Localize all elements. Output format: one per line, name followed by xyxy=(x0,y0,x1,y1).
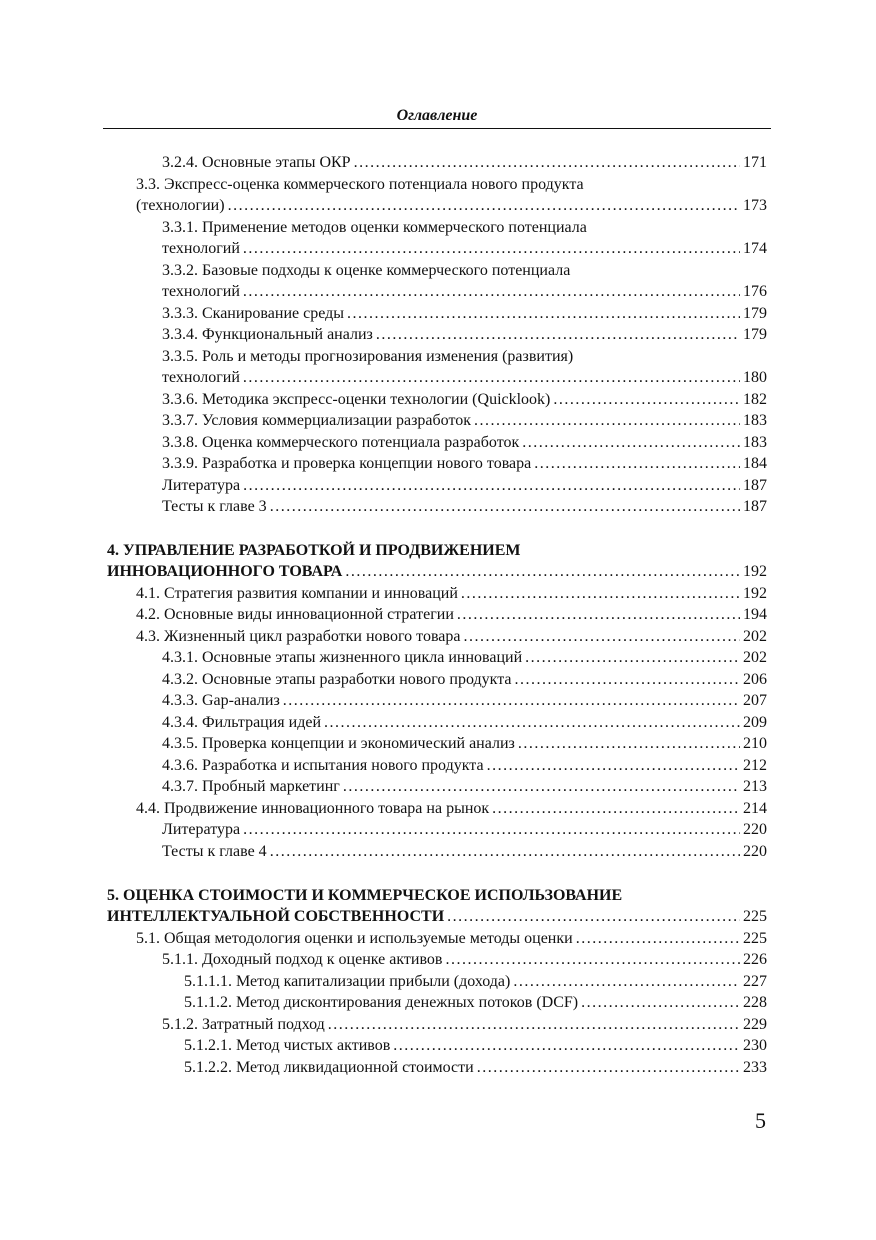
toc-entry-4-3-7[interactable]: 4.3.7. Пробный маркетинг ..... 213 xyxy=(162,776,767,798)
toc-entry-5-1-1[interactable]: 5.1.1. Доходный подход к оценке активов ..... 226 xyxy=(162,949,767,971)
toc-entry-3-3-9[interactable]: 3.3.9. Разработка и проверка концепции нового товара ..... 184 xyxy=(162,453,767,475)
toc-entry-4-2[interactable]: 4.2. Основные виды инновационной стратегии ..... 194 xyxy=(136,604,767,626)
toc-entry-4-3-6[interactable]: 4.3.6. Разработка и испытания нового продукта ..... 212 xyxy=(162,755,767,777)
header-title: Оглавление xyxy=(396,107,478,124)
toc-chapter-5-cont[interactable]: ИНТЕЛЛЕКТУАЛЬНОЙ СОБСТВЕННОСТИ ..... 225 xyxy=(107,906,767,928)
leader-dots xyxy=(445,949,740,971)
toc-entry-3-3-2[interactable]: 3.3.2. Базовые подходы к оценке коммерческого потенциала xyxy=(162,262,571,279)
toc-entry-3-3-cont[interactable]: (технологии) ..... 173 xyxy=(136,195,767,217)
toc-entry-5-1-2-1[interactable]: 5.1.2.1. Метод чистых активов ..... 230 xyxy=(184,1035,767,1057)
page-number: 5 xyxy=(755,1108,766,1133)
leader-dots xyxy=(243,819,740,841)
toc-entry-3-3-3[interactable]: 3.3.3. Сканирование среды ..... 179 xyxy=(162,303,767,325)
leader-dots xyxy=(243,281,740,303)
leader-dots xyxy=(393,1035,740,1057)
toc-entry-tests-3[interactable]: Тесты к главе 3 ..... 187 xyxy=(162,496,767,518)
leader-dots xyxy=(447,906,740,928)
toc-entry-3-2-4[interactable]: 3.2.4. Основные этапы ОКР ..... 171 xyxy=(162,152,767,174)
leader-dots xyxy=(347,303,740,325)
toc-entry-4-3-2[interactable]: 4.3.2. Основные этапы разработки нового продукта ..... 206 xyxy=(162,669,767,691)
toc-entry-4-3-3[interactable]: 4.3.3. Gap-анализ ..... 207 xyxy=(162,690,767,712)
leader-dots xyxy=(487,755,740,777)
leader-dots xyxy=(518,733,740,755)
leader-dots xyxy=(522,432,740,454)
toc-entry-4-4[interactable]: 4.4. Продвижение инновационного товара на рынок ..... 214 xyxy=(136,798,767,820)
leader-dots xyxy=(243,367,740,389)
toc-entry-tests-4[interactable]: Тесты к главе 4 ..... 220 xyxy=(162,841,767,863)
leader-dots xyxy=(515,669,741,691)
toc-entry-4-3[interactable]: 4.3. Жизненный цикл разработки нового товара ..... 202 xyxy=(136,626,767,648)
toc-entry-5-1[interactable]: 5.1. Общая методология оценки и используемые методы оценки ..... 225 xyxy=(136,928,767,950)
leader-dots xyxy=(328,1014,740,1036)
leader-dots xyxy=(457,604,740,626)
toc-entry-literature-3[interactable]: Литература ..... 187 xyxy=(162,475,767,497)
leader-dots xyxy=(576,928,740,950)
toc-entry-3-3-1-cont[interactable]: технологий ..... 174 xyxy=(162,238,767,260)
toc-chapter-5[interactable]: 5. ОЦЕНКА СТОИМОСТИ И КОММЕРЧЕСКОЕ ИСПОЛЬЗОВАНИЕ xyxy=(107,887,623,904)
leader-dots xyxy=(534,453,740,475)
toc-entry-5-1-1-1[interactable]: 5.1.1.1. Метод капитализации прибыли (дохода) ..... 227 xyxy=(184,971,767,993)
toc-entry-3-3-6[interactable]: 3.3.6. Методика экспресс-оценки технологии (Quicklook) ..... 182 xyxy=(162,389,767,411)
toc-entry-4-1[interactable]: 4.1. Стратегия развития компании и инноваций ..... 192 xyxy=(136,583,767,605)
running-header xyxy=(103,104,771,129)
toc-entry-5-1-2-2[interactable]: 5.1.2.2. Метод ликвидационной стоимости ..... 233 xyxy=(184,1057,767,1079)
toc-entry-literature-4[interactable]: Литература ..... 220 xyxy=(162,819,767,841)
leader-dots xyxy=(525,647,740,669)
toc-entry-3-3-2-cont[interactable]: технологий ..... 176 xyxy=(162,281,767,303)
leader-dots xyxy=(477,1057,740,1079)
leader-dots xyxy=(492,798,740,820)
leader-dots xyxy=(324,712,740,734)
toc-entry-3-3-5-cont[interactable]: технологий ..... 180 xyxy=(162,367,767,389)
toc-entry-3-3-5[interactable]: 3.3.5. Роль и методы прогнозирования изменения (развития) xyxy=(162,348,574,365)
leader-dots xyxy=(343,776,740,798)
leader-dots xyxy=(243,475,740,497)
leader-dots xyxy=(553,389,740,411)
leader-dots xyxy=(463,626,740,648)
toc-entry-4-3-1[interactable]: 4.3.1. Основные этапы жизненного цикла инноваций ..... 202 xyxy=(162,647,767,669)
leader-dots xyxy=(474,410,740,432)
leader-dots xyxy=(270,841,740,863)
toc-entry-3-3[interactable]: 3.3. Экспресс-оценка коммерческого потенциала нового продукта xyxy=(136,176,584,193)
leader-dots xyxy=(376,324,740,346)
leader-dots xyxy=(513,971,740,993)
toc-entry-4-3-5[interactable]: 4.3.5. Проверка концепции и экономический анализ ..... 210 xyxy=(162,733,767,755)
leader-dots xyxy=(243,238,740,260)
leader-dots xyxy=(354,152,740,174)
toc-entry-5-1-2[interactable]: 5.1.2. Затратный подход ..... 229 xyxy=(162,1014,767,1036)
leader-dots xyxy=(461,583,740,605)
toc-entry-4-3-4[interactable]: 4.3.4. Фильтрация идей ..... 209 xyxy=(162,712,767,734)
leader-dots xyxy=(345,561,740,583)
toc-entry-3-3-7[interactable]: 3.3.7. Условия коммерциализации разработок ..... 183 xyxy=(162,410,767,432)
toc-entry-3-3-4[interactable]: 3.3.4. Функциональный анализ ..... 179 xyxy=(162,324,767,346)
toc-entry-3-3-1[interactable]: 3.3.1. Применение методов оценки коммерческого потенциала xyxy=(162,219,587,236)
leader-dots xyxy=(270,496,740,518)
toc-entry-3-3-8[interactable]: 3.3.8. Оценка коммерческого потенциала разработок ..... 183 xyxy=(162,432,767,454)
toc-chapter-4[interactable]: 4. УПРАВЛЕНИЕ РАЗРАБОТКОЙ И ПРОДВИЖЕНИЕМ xyxy=(107,542,521,559)
leader-dots xyxy=(228,195,740,217)
leader-dots xyxy=(283,690,740,712)
toc-entry-5-1-1-2[interactable]: 5.1.1.2. Метод дисконтирования денежных потоков (DCF) ..... 228 xyxy=(184,992,767,1014)
toc-chapter-4-cont[interactable]: ИННОВАЦИОННОГО ТОВАРА ..... 192 xyxy=(107,561,767,583)
leader-dots xyxy=(581,992,740,1014)
